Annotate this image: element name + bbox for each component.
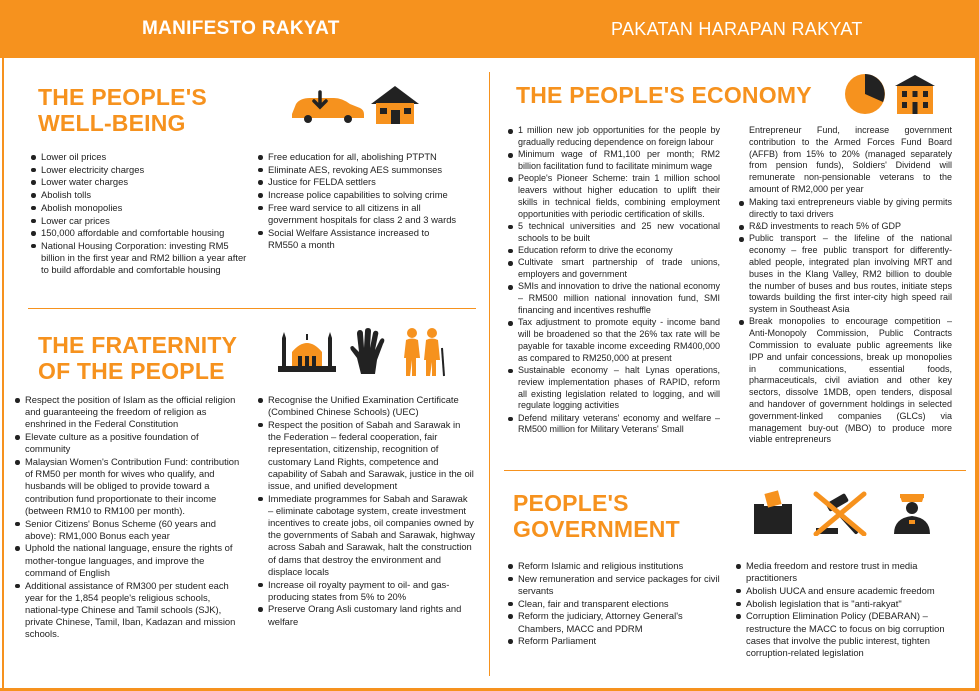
- list-item: Education reform to drive the economy: [507, 245, 720, 257]
- list-item: Free ward service to all citizens in all government hospitals for class 2 and 3 wards: [257, 202, 457, 226]
- wellbeing-title-line2: WELL-BEING: [38, 110, 186, 136]
- fraternity-title-line2: OF THE PEOPLE: [38, 358, 225, 384]
- raised-hand-icon: [347, 328, 387, 376]
- list-item: Reform Islamic and religious institutions: [507, 560, 722, 572]
- fraternity-list-col2: [257, 394, 475, 628]
- list-item: Abolish tolls: [30, 189, 248, 201]
- list-item: SMIs and innovation to drive the national economy – RM500 million national innovation fund, SMI financing and incentives reshuffle: [507, 281, 720, 316]
- economy-title: [516, 82, 812, 108]
- government-list-col1: [507, 560, 722, 648]
- list-item: Break monopolies to encourage competition – Anti-Monopoly Commission, Public Contracts Commission to evaluate public agreements like IPP and unfair concessions, break up monopolies in communications, essential foods, pharmaceuticals, civil aviation and other key sectors, dissolve 1MDB, open tenders, disposal and handover of government holdings in selected government-linked companies (GLCs) via management buy-out (MBO) to produce more viable entrepreneurs: [738, 316, 952, 446]
- economy-list-col2: [738, 197, 952, 447]
- wellbeing-title: [38, 84, 207, 136]
- police-officer-icon: [890, 488, 934, 536]
- house-icon: [367, 82, 423, 126]
- wellbeing-list-col1: [30, 151, 248, 277]
- list-item: Increase oil royalty payment to oil- and gas-producing states from 5% to 20%: [257, 579, 475, 603]
- list-item: Additional assistance of RM300 per student each year for the 1,854 people's religious schools, national-type Chinese and Tamil schools (SJK), private Chinese, Tamil, Iban, Kadazan and mission schools.: [14, 580, 246, 641]
- fraternity-title-line1: THE FRATERNITY: [38, 332, 238, 358]
- list-item: Abolish monopolies: [30, 202, 248, 214]
- list-item: Reform the judiciary, Attorney General's Chambers, MACC and PDRM: [507, 610, 722, 634]
- government-title: [513, 490, 680, 542]
- list-item: Corruption Elimination Policy (DEBARAN) – restructure the MACC to focus on big corruption cases that involve the public interest, tighten corruption-related legislation: [735, 610, 955, 659]
- government-list-col2: [735, 560, 955, 660]
- list-item: Media freedom and restore trust in media practitioners: [735, 560, 955, 584]
- economy-title-text: THE PEOPLE'S ECONOMY: [516, 82, 812, 108]
- pie-chart-icon: [843, 72, 887, 116]
- list-item: Sustainable economy – halt Lynas operations, review implementation phases of RAPID, reform all existing legislation related to logging, and will regulate logging activities: [507, 365, 720, 412]
- list-item: Lower electricity charges: [30, 164, 248, 176]
- wellbeing-list-col2: [257, 151, 457, 252]
- list-item: Minimum wage of RM1,100 per month; RM2 billion facilitation fund to facilitate minimum wage: [507, 149, 720, 173]
- government-title-line2: GOVERNMENT: [513, 516, 680, 542]
- government-title-line1: PEOPLE'S: [513, 490, 629, 516]
- list-item: Free education for all, abolishing PTPTN: [257, 151, 457, 163]
- header-bar: [0, 0, 979, 58]
- list-item: Elevate culture as a positive foundation of community: [14, 431, 246, 455]
- center-divider: [489, 72, 490, 676]
- ballot-box-icon: [752, 490, 794, 536]
- list-item: Justice for FELDA settlers: [257, 176, 457, 188]
- economy-col2-continuation: Entrepreneur Fund, increase government contribution to the Armed Forces Fund Board (AFFB) from 15% to 20% (managed separately from pension funds), Soldiers' Dividend will remunerate non-pensionable veterans to the amount of RM2,000 per year: [749, 125, 952, 194]
- wellbeing-title-line1: THE PEOPLE'S: [38, 84, 207, 110]
- list-item: Preserve Orang Asli customary land rights and welfare: [257, 603, 475, 627]
- no-gavel-icon: [812, 490, 868, 536]
- list-item: New remuneration and service packages for civil servants: [507, 573, 722, 597]
- list-item: 1 million new job opportunities for the people by gradually reducing dependence on foreign labour: [507, 125, 720, 149]
- list-item: Tax adjustment to promote equity - income band will be broadened so that the 26% tax rate will be payable for taxable income exceeding RM400,000 as compared to RM250,000 at present: [507, 317, 720, 364]
- list-item: Lower oil prices: [30, 151, 248, 163]
- list-item: People's Pioneer Scheme: train 1 million school leavers without higher education to uplift their skills in technical fields, combining employment opportunities with periodic certification of skills.: [507, 173, 720, 220]
- frame-left-border: [2, 58, 4, 691]
- frame-right-border: [975, 58, 979, 691]
- list-item: Malaysian Women's Contribution Fund: contribution of RM50 per month for wives who qualify, and husbands will be obliged to provide toward a contribution fund proportionate to their income (between RM10 to RM100 per month).: [14, 456, 246, 517]
- fraternity-title: [38, 332, 237, 384]
- mosque-icon: [276, 328, 338, 374]
- list-item: Public transport – the lifeline of the national economy – free public transport for differently-abled people, integrated plan involving MRT and buses in the Klang Valley, RM2 billion to double the number of buses and bus routes, initiate steps towards building the first inter-city high speed rail system in Southeast Asia: [738, 233, 952, 316]
- car-down-arrow-icon: [288, 88, 366, 124]
- list-item: Eliminate AES, revoking AES summonses: [257, 164, 457, 176]
- list-item: Abolish legislation that is "anti-rakyat": [735, 598, 955, 610]
- list-item: Abolish UUCA and ensure academic freedom: [735, 585, 955, 597]
- list-item: Recognise the Unified Examination Certificate (Combined Chinese Schools) (UEC): [257, 394, 475, 418]
- list-item: Reform Parliament: [507, 635, 722, 647]
- building-icon: [893, 72, 937, 116]
- list-item: Uphold the national language, ensure the rights of mother-tongue languages, and improve the command of English: [14, 542, 246, 579]
- list-item: Senior Citizens' Bonus Scheme (60 years and above): RM1,000 Bonus each year: [14, 518, 246, 542]
- list-item: Cultivate smart partnership of trade unions, employers and government: [507, 257, 720, 281]
- list-item: 5 technical universities and 25 new vocational schools to be built: [507, 221, 720, 245]
- list-item: 150,000 affordable and comfortable housing: [30, 227, 248, 239]
- list-item: National Housing Corporation: investing RM5 billion in the first year and RM2 billion a year after to build affordable and comfortable housing: [30, 240, 248, 277]
- list-item: Clean, fair and transparent elections: [507, 598, 722, 610]
- header-left-title: MANIFESTO RAKYAT: [142, 18, 340, 39]
- header-right-title: PAKATAN HARAPAN RAKYAT: [611, 19, 863, 39]
- elderly-couple-icon: [398, 326, 446, 378]
- list-item: Social Welfare Assistance increased to RM550 a month: [257, 227, 457, 251]
- list-item: R&D investments to reach 5% of GDP: [738, 221, 952, 233]
- list-item: Increase police capabilities to solving crime: [257, 189, 457, 201]
- list-item: Respect the position of Islam as the official religion and guaranteeing the freedom of religion as enshrined in the Federal Constitution: [14, 394, 246, 431]
- list-item: Defend military veterans' economy and welfare – RM500 million for Military Veterans' Small: [507, 413, 720, 437]
- economy-list-col1: [507, 125, 720, 437]
- list-item: Making taxi entrepreneurs viable by giving permits directly to taxi drivers: [738, 197, 952, 221]
- list-item: Immediate programmes for Sabah and Sarawak – eliminate cabotage system, create investment incentives to create jobs, oil companies owned by the governments of Sabah and Sarawak, highway across Sabah and Sarawak, halt the construction of dams that destroy the environment and displace locals: [257, 493, 475, 578]
- list-item: Lower car prices: [30, 215, 248, 227]
- left-section-divider: [28, 308, 476, 309]
- list-item: Lower water charges: [30, 176, 248, 188]
- fraternity-list-col1: [14, 394, 246, 641]
- right-section-divider: [504, 470, 966, 471]
- list-item: Respect the position of Sabah and Sarawak in the Federation – federal cooperation, fair representation, citizenship, recognition of customary Land Rights, competence and capability of Sabah and Sarawak, justice in the oil issue, and unified development: [257, 419, 475, 492]
